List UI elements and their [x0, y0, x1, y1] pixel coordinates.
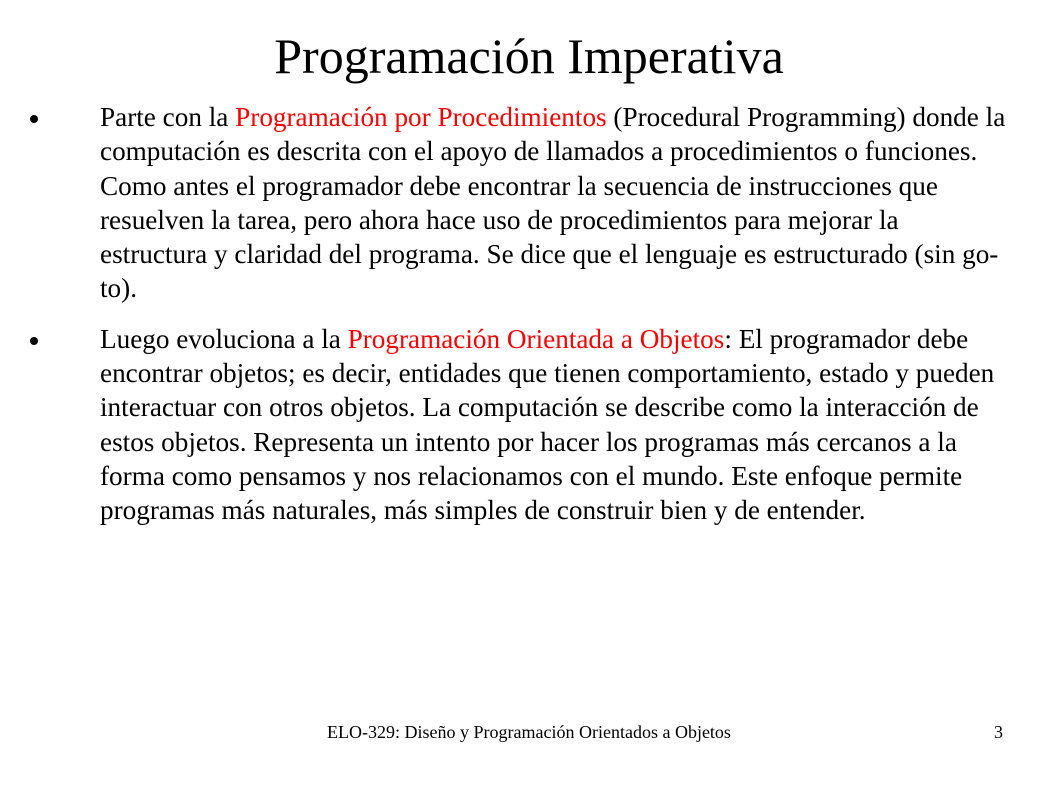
bullet-item-oop — [30, 322, 1010, 528]
slide-title: Programación Imperativa — [274, 28, 784, 84]
bullet-text-after: : El programador debe encontrar objetos; es decir, entidades que tienen comportamiento, estado y pueden interactuar con otros objetos. La computación se describe como la interacción de estos objetos. Representa un intento por hacer los programas más cercanos a la forma como pensamos y nos relacionamos con el mundo. Este enfoque permite programas más naturales, más simples de construir bien y de entender. — [100, 323, 995, 526]
slide-footer: ELO-329: Diseño y Programación Orientados a Objetos — [327, 722, 731, 742]
bullet-dot-icon — [30, 337, 38, 345]
page-number: 3 — [994, 722, 1003, 742]
bullet-dot-icon — [30, 115, 38, 123]
bullet-item-procedural — [30, 100, 1010, 306]
highlight-term: Programación por Procedimientos — [235, 102, 607, 132]
highlight-term: Programación Orientada a Objetos — [347, 323, 725, 354]
bullet-list — [30, 100, 1010, 528]
bullet-text-before: Luego evoluciona a la — [100, 323, 348, 354]
bullet-text-after: (Procedural Programming) donde la computación es descrita con el apoyo de llamados a procedimientos o funciones. Como antes el programador debe encontrar la secuencia de instrucciones que resuelven la tarea, pero ahora hace uso de procedimientos para mejorar la estructura y claridad del programa. Se dice que el lenguaje es estructurado (sin go-to). — [100, 102, 1006, 304]
bullet-text-before: Parte con la — [100, 102, 236, 132]
